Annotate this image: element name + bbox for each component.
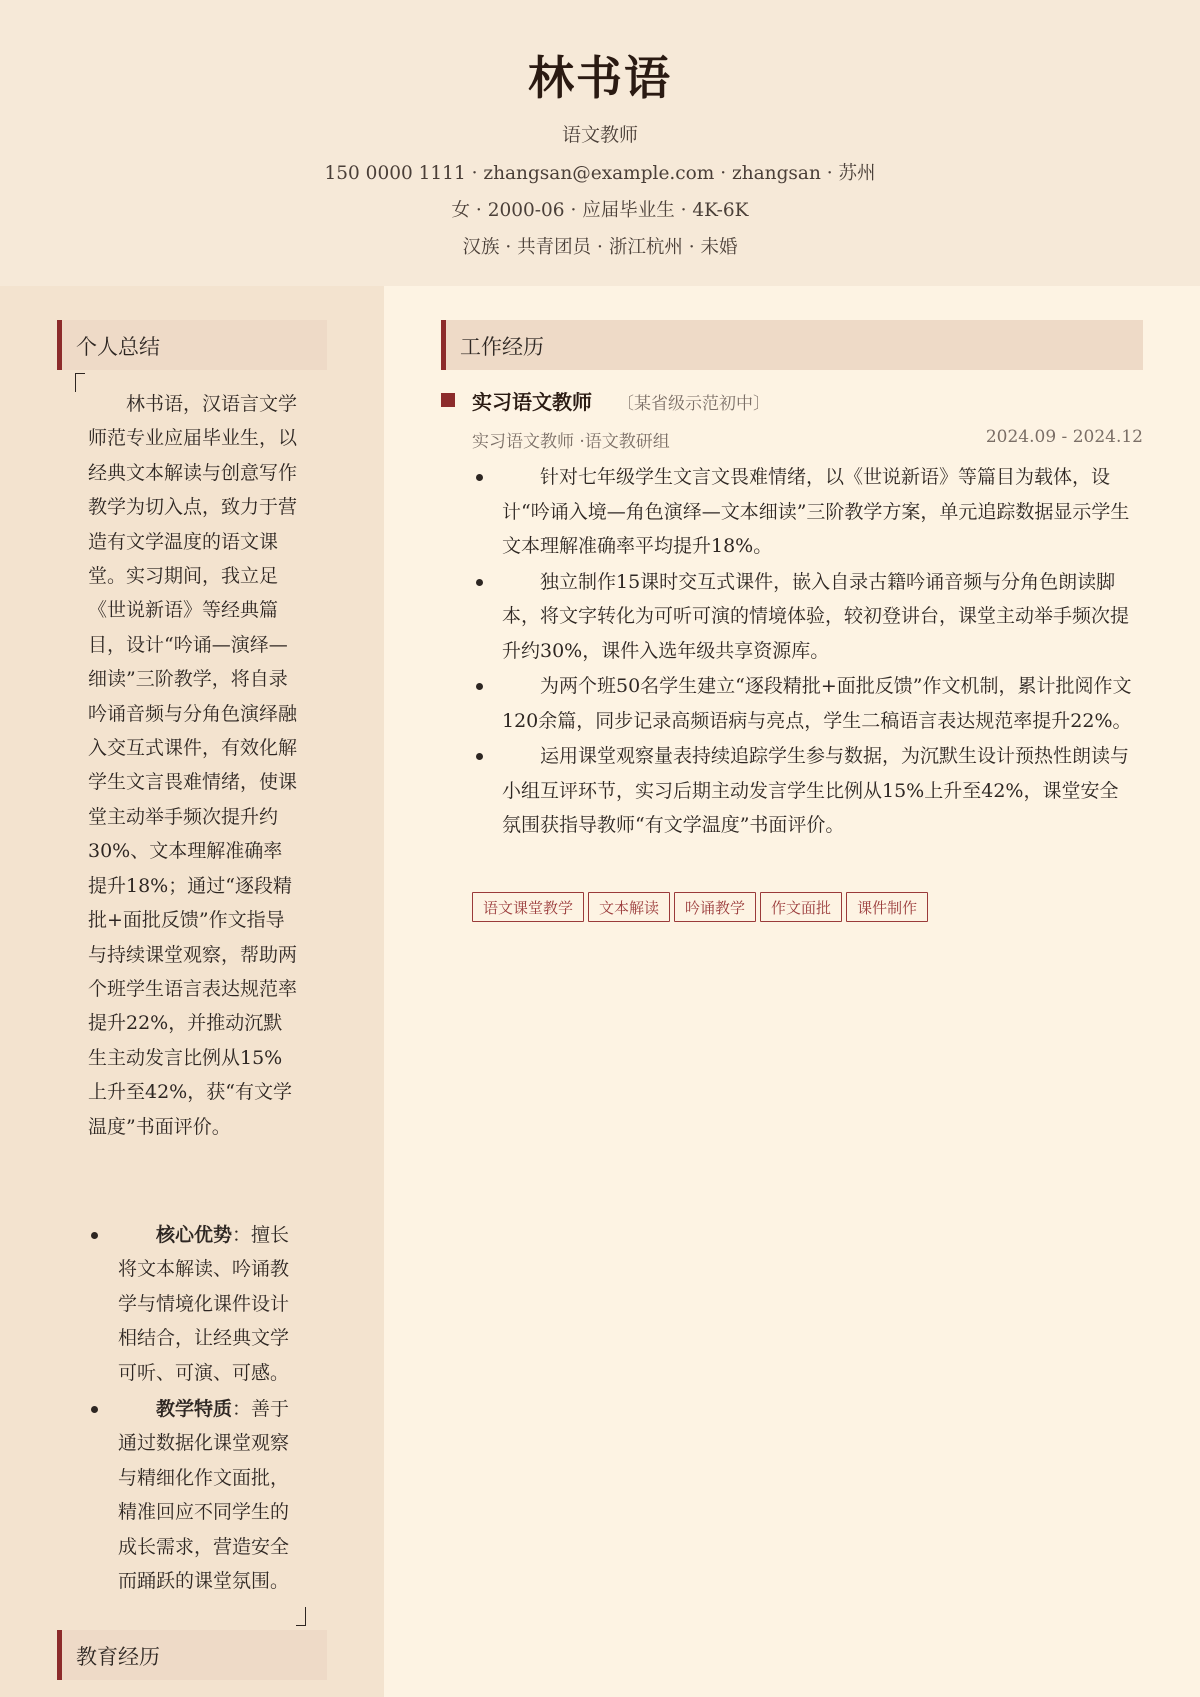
personal-info: 汉族 · 共青团员 · 浙江杭州 · 未婚 — [462, 237, 738, 258]
list-item — [472, 669, 1136, 738]
bullet-icon — [476, 579, 483, 586]
list-item — [472, 739, 1136, 843]
highlight-separator: ： — [232, 1224, 252, 1246]
contact-info: 150 0000 1111 · zhangsan@example.com · zhangsan · 苏州 — [324, 163, 876, 184]
highlight-item — [88, 1218, 300, 1390]
education-heading-label: 教育经历 — [76, 1645, 160, 1669]
duty-text: 运用课堂观察量表持续追踪学生参与数据，为沉默生设计预热性朗读与小组互评环节，实习后期主动发言学生比例从15%上升至42%，课堂安全氛围获指导教师“有文学温度”书面评价。 — [502, 745, 1130, 836]
summary-text: 林书语，汉语言文学师范专业应届毕业生，以经典文本解读与创意写作教学为切入点，致力于营造有文学温度的语文课堂。实习期间，我立足《世说新语》等经典篇目，设计“吟诵—演绎—细读”三阶教学，将自录吟诵音频与分角色演绎融入交互式课件，有效化解学生文言畏难情绪，使课堂主动举手频次提升约30%、文本理解准确率提升18%；通过“逐段精批+面批反馈”作文指导与持续课堂观察，帮助两个班学生语言表达规范率提升22%，并推动沉默生主动发言比例从15%上升至42%，获“有文学温度”书面评价。 — [88, 393, 298, 1138]
job-title: 语文教师 — [561, 124, 638, 146]
highlight-label: 教学特质 — [156, 1398, 233, 1421]
education-section-heading — [57, 1630, 327, 1680]
candidate-name: 林书语 — [528, 51, 672, 105]
skill-tag: 课件制作 — [846, 892, 928, 922]
highlight-separator: ： — [232, 1398, 252, 1421]
bullet-icon — [91, 1406, 98, 1413]
summary-heading-label: 个人总结 — [76, 335, 160, 359]
duty-text: 针对七年级学生文言文畏难情绪，以《世说新语》等篇目为载体，设计“吟诵入境—角色演绎—文本细读”三阶教学方案，单元追踪数据显示学生文本理解准确率平均提升18%。 — [502, 466, 1130, 557]
highlight-label: 核心优势 — [156, 1224, 233, 1246]
skill-tag: 文本解读 — [588, 892, 670, 922]
job-marker-icon — [441, 393, 455, 407]
bullet-icon — [476, 753, 483, 760]
resume-header — [0, 0, 1200, 286]
bullet-icon — [476, 683, 483, 690]
skill-tags — [472, 892, 932, 922]
duty-text: 为两个班50名学生建立“逐段精批+面批反馈”作文机制，累计批阅作文120余篇，同步记录高频语病与亮点，学生二稿语言表达规范率提升22%。 — [502, 675, 1132, 732]
job-date-range: 2024.09 - 2024.12 — [985, 427, 1143, 447]
work-section-heading — [441, 320, 1143, 370]
skill-tag: 语文课堂教学 — [472, 892, 584, 922]
job-duties-list — [472, 460, 1136, 844]
skill-tag: 作文面批 — [760, 892, 842, 922]
highlights-list — [88, 1218, 300, 1600]
skill-tag: 吟诵教学 — [674, 892, 756, 922]
list-item — [472, 460, 1136, 564]
job-organization: 〔某省级示范初中〕 — [617, 394, 770, 414]
bullet-icon — [476, 474, 483, 481]
quote-close-mark — [296, 1607, 306, 1626]
highlight-item — [88, 1392, 300, 1598]
job-position: 实习语文教师 — [472, 390, 592, 414]
work-heading-label: 工作经历 — [460, 335, 544, 359]
duty-text: 独立制作15课时交互式课件，嵌入自录古籍吟诵音频与分角色朗读脚本，将文字转化为可听可演的情境体验，较初登讲台，课堂主动举手频次提升约30%，课件入选年级共享资源库。 — [502, 570, 1130, 662]
highlight-text: 善于通过数据化课堂观察与精细化作文面批，精准回应不同学生的成长需求，营造安全而踊跃的课堂氛围。 — [118, 1398, 290, 1593]
job-role: 实习语文教师 ·语文教研组 — [472, 432, 670, 452]
list-item — [472, 565, 1136, 669]
summary-section-heading — [57, 320, 327, 370]
basic-info: 女 · 2000-06 · 应届毕业生 · 4K-6K — [451, 200, 749, 221]
highlight-text: 擅长将文本解读、吟诵教学与情境化课件设计相结合，让经典文学可听、可演、可感。 — [118, 1224, 290, 1384]
bullet-icon — [91, 1232, 98, 1239]
quote-open-mark — [75, 373, 85, 392]
